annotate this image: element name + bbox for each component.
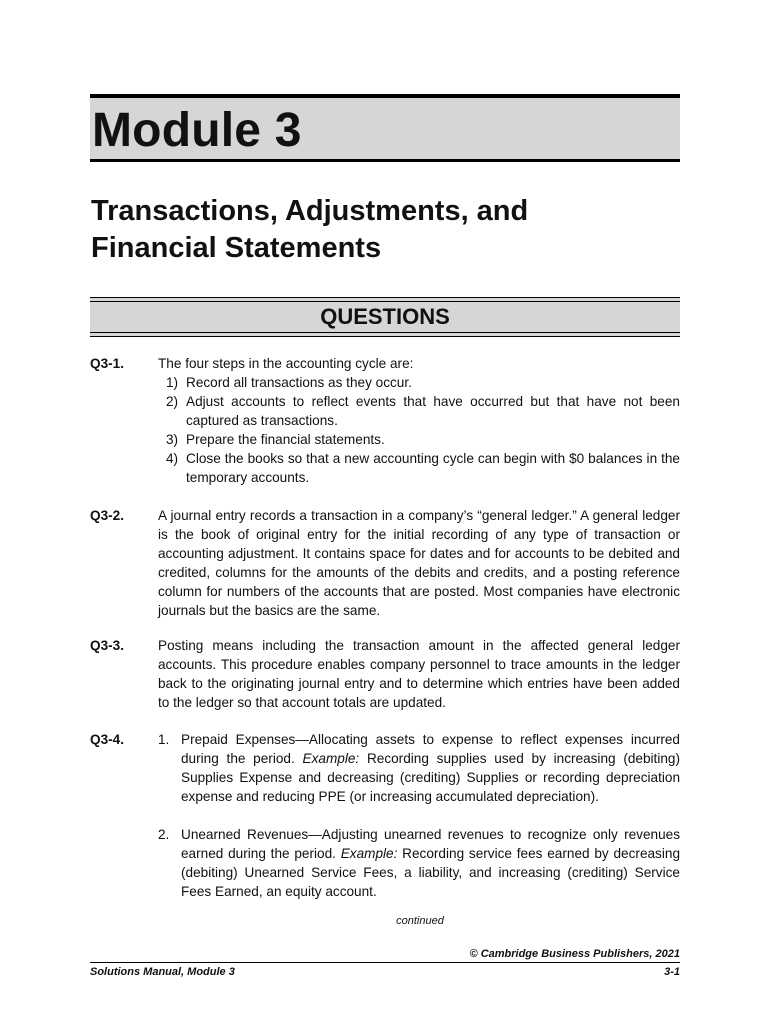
list-item-text: Prepare the financial statements.	[186, 432, 385, 447]
footer-title: Solutions Manual, Module 3	[90, 966, 235, 978]
list-item-lead: Unearned Revenues—Adjusting unearned revenues to recognize only revenues earned during the period.	[181, 827, 680, 861]
answer-text: Posting means including the transaction amount in the affected general ledger accounts. This procedure enables company personnel to trace amounts in the ledger back to the originating journal entry and to determine which entries have been added to the ledger so that account totals are updated.	[158, 638, 680, 710]
list-item-number: 2.	[158, 827, 170, 842]
list-item-number: 1)	[166, 375, 179, 390]
list-item-lead: Prepaid Expenses—Allocating assets to expense to reflect expenses incurred during the period.	[181, 732, 680, 766]
list-item	[158, 373, 680, 392]
page-number: 3-1	[664, 966, 680, 978]
question-body	[158, 506, 680, 620]
question-number: Q3-2.	[90, 508, 124, 523]
list-item	[158, 430, 680, 449]
continued-note: continued	[396, 915, 444, 927]
list-item	[158, 449, 680, 487]
list-item-text: Recording supplies used by increasing (debiting) Supplies Expense and decreasing (crediting) Supplies or recording depreciation expense and reducing PPE (or increasing accumulated depreciation).	[181, 751, 680, 804]
step-list	[158, 373, 680, 487]
section-header-bar	[90, 297, 680, 337]
list-item-number: 2)	[166, 394, 179, 409]
example-label: Example:	[302, 751, 360, 766]
list-item	[158, 730, 680, 806]
list-item	[158, 825, 680, 901]
chapter-title	[91, 193, 681, 267]
section-title: QUESTIONS	[320, 304, 450, 329]
chapter-title-line-2: Financial Statements	[91, 232, 382, 264]
question-intro: The four steps in the accounting cycle are:	[158, 356, 414, 371]
question-number: Q3-3.	[90, 638, 124, 653]
chapter-title-line-1: Transactions, Adjustments, and	[91, 195, 529, 227]
question-q3-3	[90, 636, 680, 712]
list-item-number: 1.	[158, 732, 170, 747]
example-label: Example:	[340, 846, 398, 861]
list-item-text: Close the books so that a new accounting cycle can begin with $0 balances in the temporary accounts.	[186, 451, 680, 485]
list-item	[158, 392, 680, 430]
list-item-text: Adjust accounts to reflect events that have occurred but that have not been captured as transactions.	[186, 394, 680, 428]
module-title: Module 3	[92, 104, 302, 157]
list-item-number: 4)	[166, 451, 179, 466]
list-item-text: Record all transactions as they occur.	[186, 375, 412, 390]
question-body	[158, 354, 680, 487]
list-item-text: Recording service fees earned by decreasing (debiting) Unearned Service Fees, a liability, and increasing (crediting) Service Fees Earned, an equity account.	[181, 846, 680, 899]
answer-text: A journal entry records a transaction in a company’s “general ledger.” A general ledger is the book of original entry for the initial recording of any type of transaction or accounting adjustment. It contains space for dates and for accounts to be debited and credited, columns for the amounts of the debits and credits, and a posting reference column for numbers of the accounts that are posted. Most companies have electronic journals but the basics are the same.	[158, 508, 680, 618]
question-number: Q3-4.	[90, 732, 124, 747]
module-header-bar	[90, 94, 680, 162]
footer-divider	[90, 962, 680, 963]
question-number: Q3-1.	[90, 356, 124, 371]
question-q3-1	[90, 354, 680, 487]
adjustment-list	[158, 730, 680, 901]
question-q3-2	[90, 506, 680, 620]
copyright-notice: © Cambridge Business Publishers, 2021	[469, 948, 680, 960]
question-q3-4	[90, 730, 680, 901]
list-item-number: 3)	[166, 432, 179, 447]
question-body	[158, 636, 680, 712]
question-body	[158, 730, 680, 901]
